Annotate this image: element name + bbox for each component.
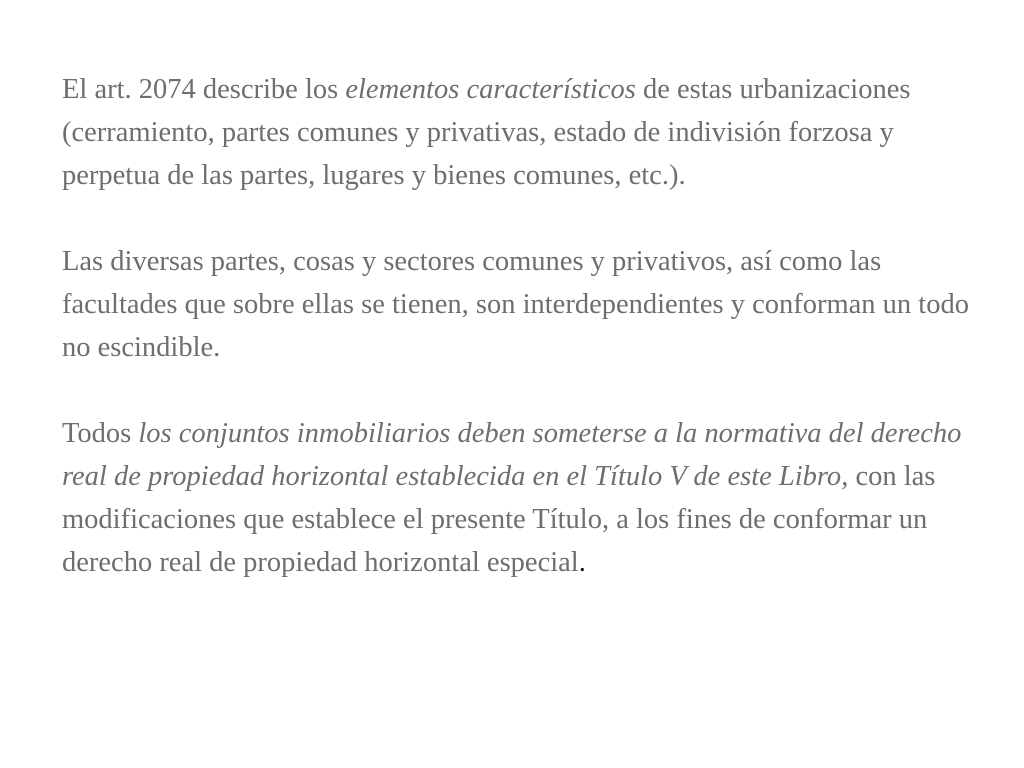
p1-text-start: El art. 2074 describe los xyxy=(62,74,346,105)
paragraph-article-2074 xyxy=(62,68,984,197)
paragraph-interdependence xyxy=(62,240,984,369)
p1-italic-phrase: elementos característicos xyxy=(345,74,636,105)
p3-text-start: Todos xyxy=(62,418,139,449)
p2-text: Las diversas partes, cosas y sectores comunes y privativos, así como las facultades que sobre ellas se tienen, son interdependientes y conforman un todo no escindible. xyxy=(62,246,969,363)
paragraph-propiedad-horizontal xyxy=(62,412,984,584)
p3-final-period: . xyxy=(578,547,586,578)
p1-text-end: de estas urbanizaciones (cerramiento, partes comunes y privativas, estado de indivisión forzosa y perpetua de las partes, lugares y bienes comunes, etc.). xyxy=(62,74,911,191)
p3-italic-phrase: los conjuntos inmobiliarios deben someterse a la normativa del derecho real de propiedad horizontal establecida en el Título V de este Libro xyxy=(62,418,962,492)
p3-text-end: , con las modificaciones que establece el presente Título, a los fines de conformar un derecho real de propiedad horizontal especial xyxy=(62,461,936,578)
